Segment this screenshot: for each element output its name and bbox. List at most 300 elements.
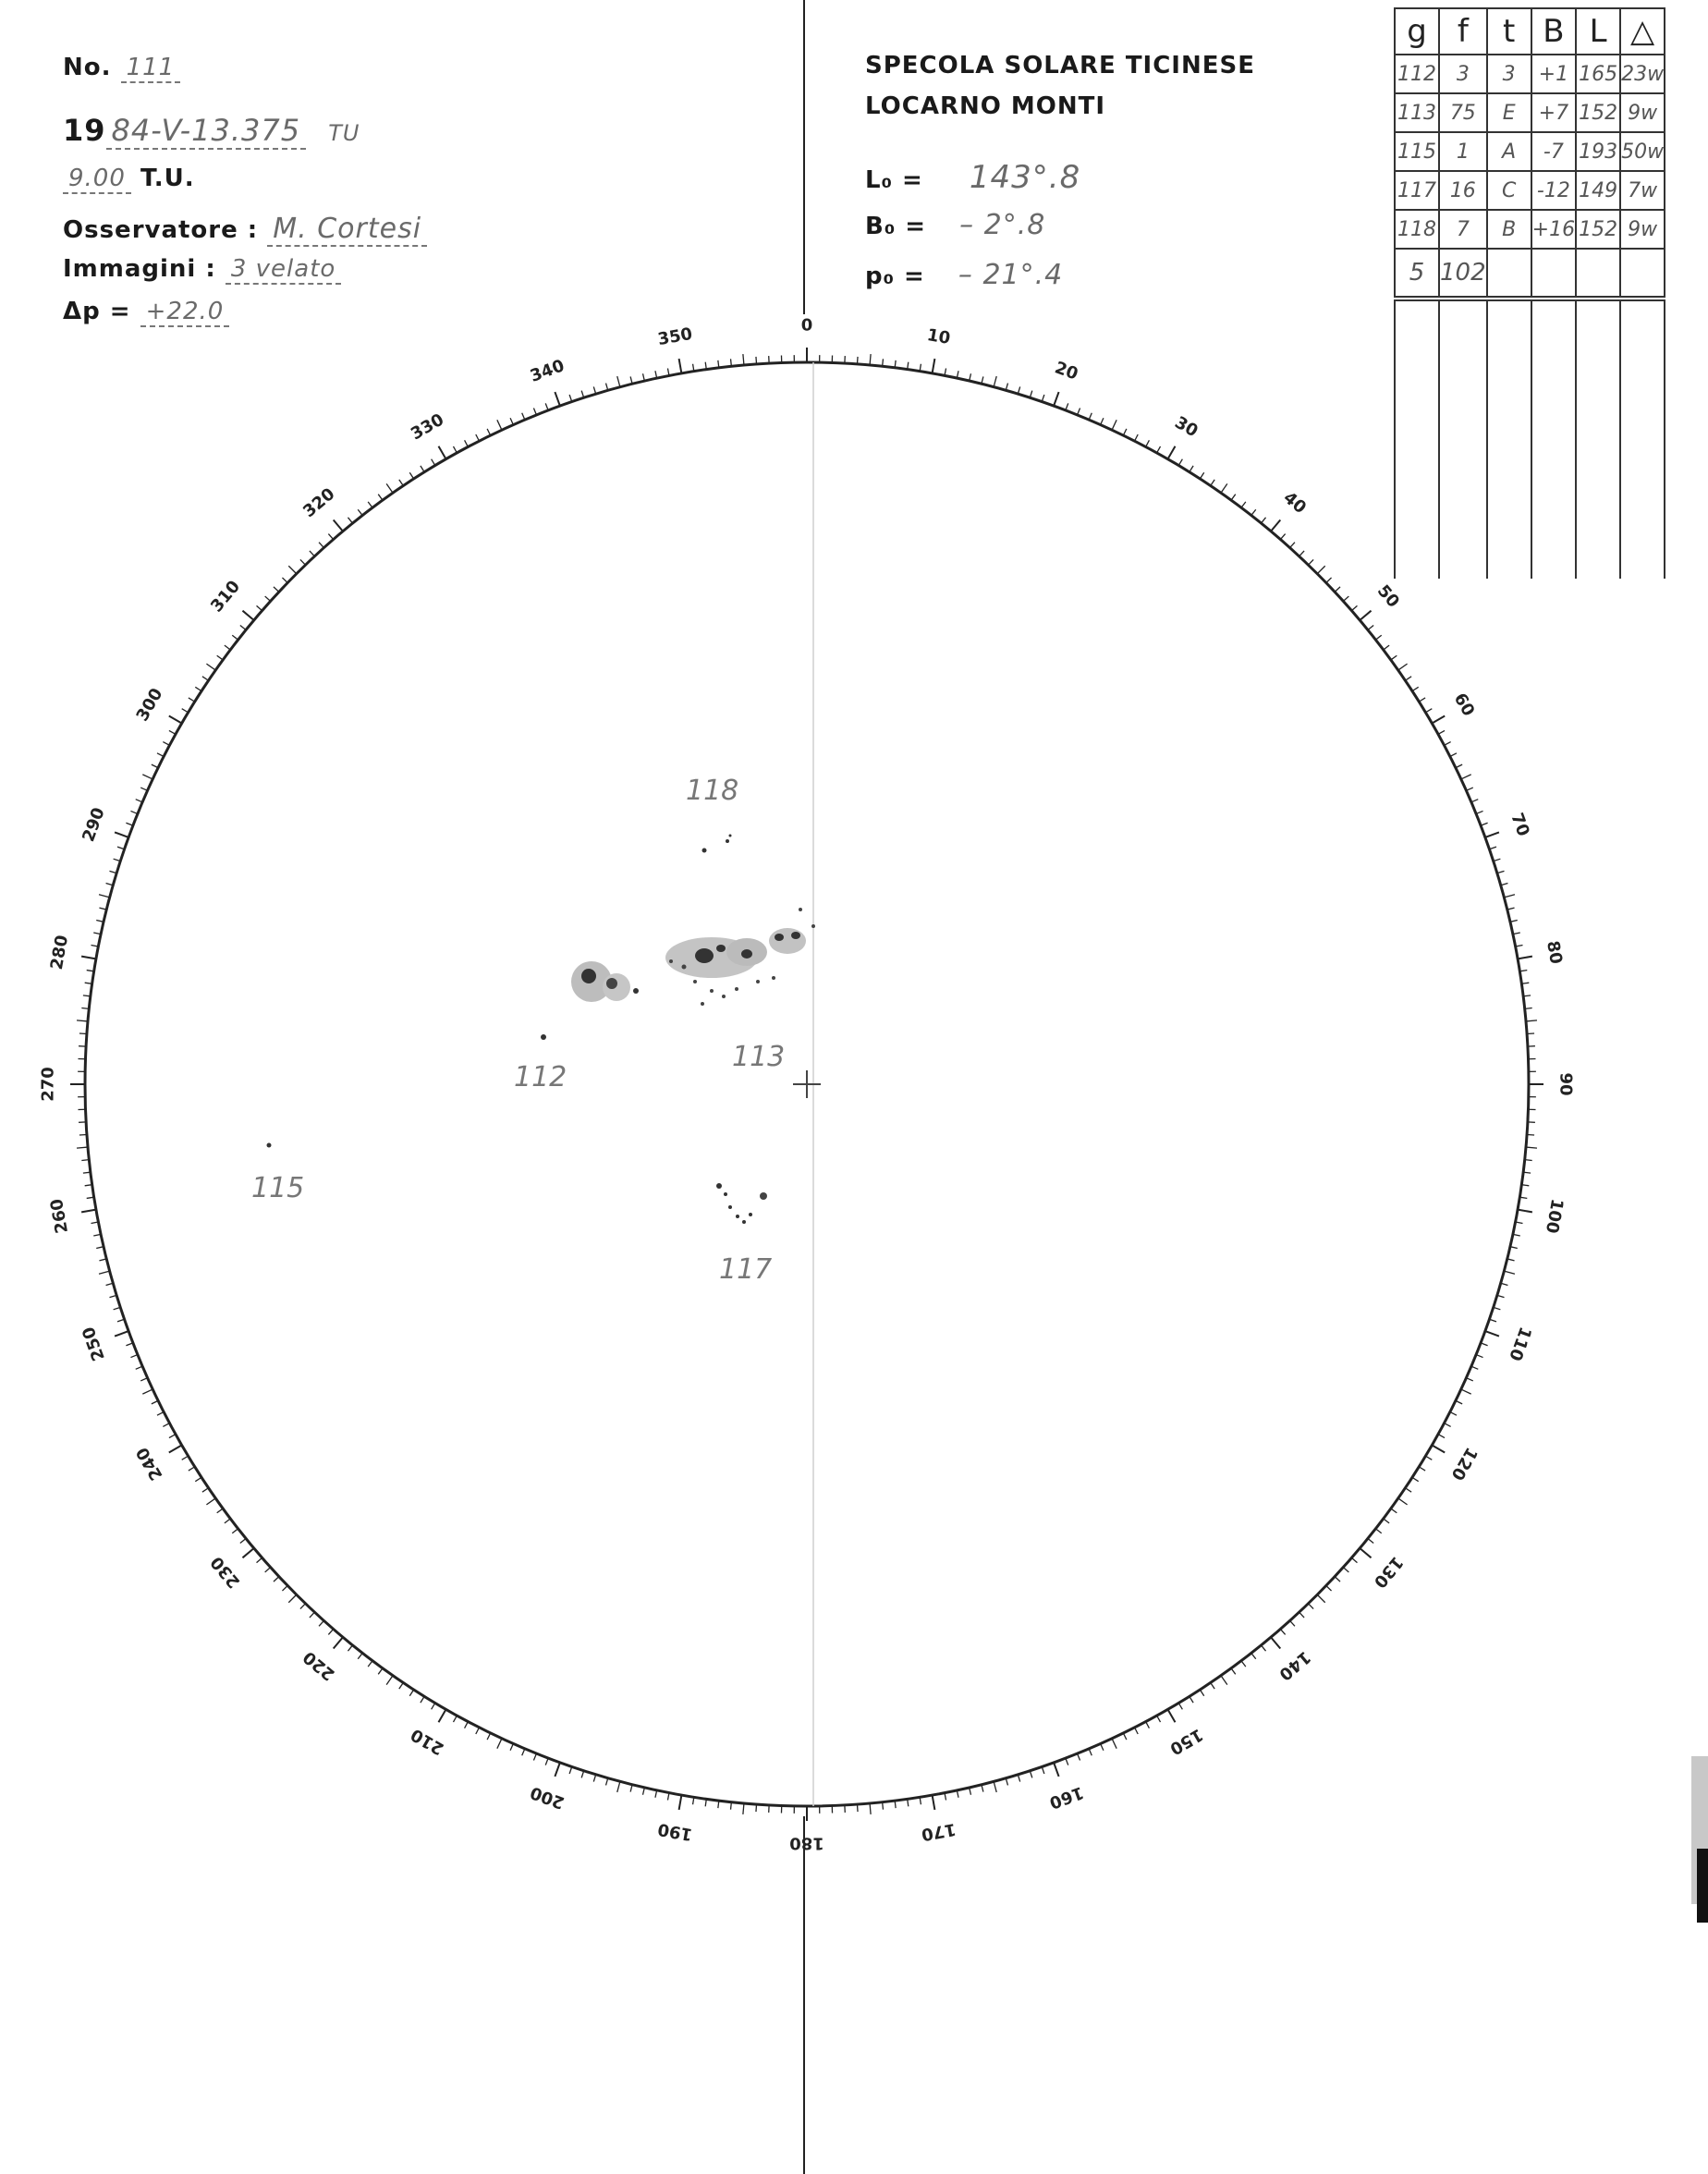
- scale-tick: [432, 459, 435, 466]
- scale-tick: [555, 392, 559, 406]
- col-b: B: [1531, 8, 1576, 55]
- scale-tick: [1525, 1160, 1532, 1161]
- cell: +1: [1531, 55, 1576, 93]
- scale-label: 150: [1165, 1724, 1207, 1759]
- solar-disk: [85, 362, 1529, 1806]
- scale-tick: [1309, 1604, 1314, 1609]
- scale-tick: [1178, 1703, 1182, 1709]
- cell: 23w: [1620, 55, 1665, 93]
- b0-value: – 2°.8: [959, 209, 1046, 241]
- cell: 113: [1395, 93, 1439, 132]
- scale-tick: [140, 1378, 147, 1381]
- scale-tick: [1527, 1033, 1534, 1034]
- scale-tick: [206, 1498, 215, 1505]
- scale-tick: [182, 1456, 189, 1460]
- cell: 50w: [1620, 132, 1665, 171]
- scale-label: 320: [299, 483, 339, 522]
- scale-tick: [1518, 1210, 1532, 1213]
- scale-tick: [533, 408, 536, 414]
- images-label: Immagini :: [63, 255, 216, 283]
- scale-tick: [487, 429, 491, 435]
- scale-tick: [319, 1620, 323, 1626]
- scale-tick: [169, 1446, 182, 1453]
- date-prefix: 19: [63, 113, 106, 148]
- spot: [724, 1192, 727, 1196]
- cell: -12: [1531, 171, 1576, 210]
- spot: [749, 1213, 752, 1216]
- scale-tick: [288, 1594, 296, 1602]
- scale-tick: [288, 566, 296, 573]
- scale-label: 10: [925, 324, 952, 348]
- sunspot-group-117: [716, 1183, 767, 1224]
- scale-tick: [378, 1668, 383, 1674]
- scale-tick: [1200, 1690, 1203, 1696]
- spot: [726, 839, 729, 843]
- scale-tick: [409, 1690, 413, 1696]
- scale-tick: [1309, 559, 1314, 565]
- scale-tick: [756, 357, 757, 364]
- scale-label: 70: [1507, 810, 1533, 839]
- scale-label: 350: [656, 324, 694, 350]
- scale-label: 290: [79, 804, 109, 845]
- scale-tick: [1527, 1134, 1534, 1135]
- scale-tick: [421, 466, 424, 472]
- scale-tick: [497, 1739, 502, 1749]
- scale-label: 80: [1543, 939, 1567, 966]
- scale-tick: [533, 1753, 536, 1760]
- scale-tick: [1360, 611, 1371, 620]
- scale-tick: [240, 625, 246, 629]
- scale-tick: [1368, 1538, 1373, 1543]
- scale-tick: [115, 1331, 128, 1336]
- scale-tick: [1398, 1498, 1408, 1505]
- dp-label: Δp =: [63, 298, 131, 325]
- cell: 9w: [1620, 210, 1665, 249]
- images-value: 3 velato: [226, 255, 341, 285]
- scale-tick: [1168, 446, 1176, 459]
- penumbra: [769, 928, 806, 954]
- scale-tick: [1391, 655, 1397, 660]
- cell: 115: [1395, 132, 1439, 171]
- scale-tick: [497, 420, 502, 430]
- scale-tick: [99, 1271, 110, 1274]
- total-spots: 102: [1439, 249, 1487, 299]
- scale-tick: [130, 811, 137, 813]
- scale-tick: [1481, 823, 1487, 825]
- scale-tick: [81, 1160, 89, 1161]
- scale-tick: [453, 446, 457, 453]
- scale-tick: [1471, 800, 1478, 802]
- scale-tick: [1335, 1577, 1340, 1582]
- scale-tick: [206, 664, 215, 670]
- group-label-118: 118: [686, 775, 739, 807]
- scale-tick: [476, 434, 480, 441]
- scale-tick: [319, 543, 323, 548]
- scale-tick: [242, 611, 253, 620]
- number-label-text: No.: [63, 54, 112, 81]
- scale-tick: [857, 1804, 858, 1812]
- scale-tick: [274, 587, 279, 592]
- spot: [669, 959, 673, 963]
- umbra: [716, 945, 726, 952]
- scale-tick: [169, 716, 182, 724]
- spot: [736, 1215, 739, 1218]
- cell: 193: [1576, 132, 1620, 171]
- scale-label: 190: [656, 1818, 694, 1845]
- time-value: 9.00: [63, 165, 131, 194]
- scale-tick: [328, 1629, 333, 1634]
- spot: [772, 976, 775, 980]
- cell: +7: [1531, 93, 1576, 132]
- scale-tick: [265, 596, 271, 601]
- scale-tick: [1078, 1753, 1080, 1760]
- date-suffix: TU: [328, 120, 360, 146]
- scan-edge-dark: [1697, 1849, 1708, 1923]
- scale-tick: [1231, 1668, 1236, 1674]
- scale-tick: [439, 446, 446, 459]
- scale-tick: [743, 354, 744, 365]
- scale-tick: [1419, 698, 1425, 702]
- umbra: [791, 932, 800, 939]
- scale-tick: [79, 1134, 87, 1135]
- spot: [693, 980, 697, 983]
- scale-label: 160: [1046, 1782, 1087, 1813]
- scale-tick: [1450, 753, 1457, 757]
- col-l: L: [1576, 8, 1620, 55]
- scale-tick: [1384, 1519, 1389, 1523]
- scale-tick: [225, 645, 230, 650]
- scale-tick: [126, 1343, 132, 1346]
- scale-label: 300: [132, 684, 167, 726]
- scale-tick: [487, 1733, 491, 1740]
- scale-tick: [1290, 543, 1295, 548]
- sunspot-group-113: [665, 908, 815, 1006]
- cell: B: [1487, 210, 1531, 249]
- scale-tick: [1251, 509, 1256, 515]
- col-g: g: [1395, 8, 1439, 55]
- scale-label: 100: [1541, 1197, 1568, 1235]
- col-delta: △: [1620, 8, 1665, 55]
- p0-label: p₀ =: [865, 263, 925, 290]
- l0-value: 143°.8: [969, 159, 1081, 196]
- scale-label: 130: [1369, 1552, 1408, 1592]
- scale-tick: [81, 957, 96, 959]
- spot: [811, 924, 815, 928]
- scale-tick: [731, 1802, 732, 1810]
- scale-tick: [731, 359, 732, 366]
- scale-tick: [140, 788, 147, 790]
- scale-tick: [679, 359, 682, 373]
- scale-tick: [1466, 1378, 1472, 1381]
- scale-label: 240: [132, 1443, 167, 1484]
- scale-tick: [334, 1637, 343, 1648]
- scale-tick: [1271, 519, 1280, 531]
- scale-tick: [1101, 1743, 1104, 1750]
- scale-tick: [1326, 578, 1332, 583]
- scale-tick: [1054, 392, 1058, 406]
- scale-tick: [1335, 587, 1340, 592]
- scale-tick: [265, 1568, 271, 1572]
- scale-tick: [1290, 1620, 1295, 1626]
- umbra: [741, 949, 752, 959]
- scale-tick: [136, 1366, 142, 1369]
- scale-tick: [1461, 1389, 1471, 1394]
- scale-tick: [1343, 596, 1348, 601]
- scale-tick: [195, 687, 201, 690]
- scale-tick: [1419, 1467, 1425, 1471]
- sunspot-group-118: [702, 835, 732, 853]
- cell: 152: [1576, 93, 1620, 132]
- scale-tick: [1476, 1355, 1482, 1358]
- scale-label: 30: [1171, 412, 1202, 442]
- scale-label: 260: [46, 1197, 73, 1235]
- scale-label: 170: [920, 1818, 958, 1845]
- col-f: f: [1439, 8, 1487, 55]
- scale-label: 120: [1446, 1443, 1482, 1484]
- scale-tick: [378, 495, 383, 500]
- scale-tick: [857, 357, 858, 364]
- scale-tick: [157, 1412, 164, 1416]
- spot: [735, 987, 738, 991]
- cell: 117: [1395, 171, 1439, 210]
- scale-tick: [1405, 1488, 1411, 1492]
- scale-tick: [169, 730, 176, 734]
- scale-tick: [142, 1389, 152, 1394]
- scale-tick: [1168, 1709, 1176, 1722]
- group-label-117: 117: [719, 1253, 773, 1286]
- scale-tick: [1456, 764, 1462, 768]
- scale-label: 0: [800, 315, 813, 336]
- scale-label: 220: [299, 1646, 339, 1685]
- scale-tick: [476, 1728, 480, 1734]
- scale-tick: [1432, 1446, 1445, 1453]
- scale-tick: [1485, 1331, 1499, 1336]
- scale-label: 60: [1449, 690, 1479, 720]
- number-value: 111: [121, 54, 181, 83]
- scale-label: 140: [1275, 1646, 1314, 1685]
- scale-tick: [465, 1722, 469, 1728]
- scale-tick: [274, 1577, 279, 1582]
- cell: 75: [1439, 93, 1487, 132]
- scale-tick: [743, 1803, 744, 1814]
- scale-tick: [432, 1703, 435, 1709]
- scale-tick: [1317, 1594, 1324, 1602]
- scale-tick: [232, 635, 238, 640]
- scale-tick: [1432, 716, 1445, 724]
- scale-tick: [1481, 1343, 1487, 1346]
- scale-tick: [1445, 742, 1451, 746]
- scale-tick: [195, 1477, 201, 1481]
- scale-tick: [334, 519, 343, 531]
- scale-tick: [883, 359, 884, 366]
- cell: 3: [1487, 55, 1531, 93]
- umbra: [581, 969, 596, 983]
- scale-tick: [1231, 495, 1236, 500]
- umbra: [606, 978, 617, 989]
- observer-value: M. Cortesi: [267, 213, 427, 247]
- scale-tick: [1078, 408, 1080, 414]
- scale-tick: [257, 605, 262, 610]
- scale-tick: [348, 518, 352, 523]
- scale-tick: [1178, 459, 1182, 466]
- scale-tick: [1360, 1548, 1371, 1557]
- scale-tick: [136, 800, 142, 802]
- scale-tick: [522, 1749, 525, 1755]
- cell: 149: [1576, 171, 1620, 210]
- scale-tick: [1525, 1008, 1532, 1009]
- cell: 7w: [1620, 171, 1665, 210]
- spot: [742, 1220, 746, 1224]
- scale-tick: [1445, 1423, 1451, 1427]
- scale-label: 310: [206, 577, 245, 617]
- scale-tick: [310, 551, 314, 556]
- scale-tick: [202, 677, 209, 680]
- scale-tick: [1425, 709, 1432, 713]
- scale-tick: [79, 1033, 87, 1034]
- scale-tick: [1054, 1763, 1058, 1777]
- scale-tick: [217, 1508, 223, 1513]
- scale-label: 200: [527, 1782, 567, 1813]
- scale-tick: [1351, 1557, 1357, 1562]
- scale-tick: [510, 418, 513, 424]
- scale-tick: [77, 1020, 88, 1021]
- scale-tick: [232, 1529, 238, 1533]
- scale-tick: [1211, 1682, 1214, 1689]
- scale-tick: [1261, 1645, 1265, 1651]
- scale-tick: [1518, 957, 1532, 959]
- scale-tick: [1066, 1758, 1068, 1765]
- scale-tick: [81, 1210, 96, 1213]
- cell: E: [1487, 93, 1531, 132]
- total-groups: 5: [1395, 249, 1439, 299]
- scale-tick: [225, 1519, 230, 1523]
- spot: [701, 1002, 704, 1006]
- scale-label: 90: [1556, 1072, 1576, 1096]
- scale-tick: [1089, 413, 1092, 420]
- scale-tick: [1280, 1629, 1285, 1634]
- scale-tick: [1261, 518, 1265, 523]
- scale-tick: [1438, 730, 1445, 734]
- scale-tick: [328, 534, 333, 540]
- scale-tick: [1251, 1653, 1256, 1658]
- scale-tick: [217, 655, 223, 660]
- spot: [541, 1034, 546, 1040]
- cell: A: [1487, 132, 1531, 171]
- dp-value: +22.0: [140, 298, 230, 327]
- scale-tick: [1504, 895, 1515, 898]
- scale-label: 230: [206, 1552, 245, 1592]
- scale-tick: [1123, 1733, 1127, 1740]
- scale-tick: [994, 1781, 996, 1792]
- spot: [702, 849, 707, 853]
- scale-tick: [81, 1008, 89, 1009]
- scale-tick: [1461, 775, 1471, 779]
- scale-tick: [1241, 502, 1246, 507]
- group-label-112: 112: [514, 1061, 567, 1093]
- p0-value: – 21°.4: [958, 259, 1064, 291]
- spot: [716, 1183, 722, 1189]
- scale-tick: [1471, 1366, 1478, 1369]
- cell: 16: [1439, 171, 1487, 210]
- scale-tick: [1190, 466, 1193, 472]
- scale-tick: [399, 480, 403, 486]
- scale-tick: [617, 376, 620, 387]
- scale-label: 110: [1505, 1324, 1535, 1364]
- scale-tick: [1450, 1412, 1457, 1416]
- scale-tick: [1526, 1020, 1537, 1021]
- scale-tick: [1456, 1400, 1462, 1404]
- scale-tick: [1112, 420, 1116, 430]
- scale-tick: [182, 709, 189, 713]
- scale-label: 280: [46, 934, 73, 971]
- scale-tick: [152, 1400, 158, 1404]
- scale-tick: [1317, 566, 1324, 573]
- spot: [710, 989, 714, 993]
- scale-tick: [310, 1612, 314, 1618]
- scale-tick: [240, 1538, 246, 1543]
- penumbra: [603, 973, 630, 1001]
- spot: [633, 988, 639, 994]
- scale-tick: [115, 832, 128, 837]
- scale-tick: [1211, 480, 1214, 486]
- scale-label: 250: [79, 1324, 109, 1364]
- scale-tick: [1280, 534, 1285, 540]
- scale-tick: [1101, 418, 1104, 424]
- cell: 152: [1576, 210, 1620, 249]
- scale-tick: [439, 1709, 446, 1722]
- scale-tick: [510, 1743, 513, 1750]
- scale-tick: [679, 1795, 682, 1810]
- scale-tick: [1112, 1739, 1116, 1749]
- scale-label: 270: [38, 1067, 58, 1102]
- cell: 165: [1576, 55, 1620, 93]
- scale-tick: [409, 472, 413, 479]
- scale-tick: [994, 376, 996, 387]
- scale-tick: [152, 764, 158, 768]
- scale-label: 210: [407, 1724, 448, 1759]
- scale-tick: [1221, 483, 1227, 493]
- scale-tick: [1425, 1456, 1432, 1460]
- scale-tick: [1157, 446, 1161, 453]
- spot: [760, 1192, 767, 1200]
- scale-label: 20: [1052, 358, 1081, 385]
- scale-tick: [189, 698, 195, 702]
- spot: [756, 980, 760, 983]
- col-t: t: [1487, 8, 1531, 55]
- scale-tick: [1221, 1676, 1227, 1685]
- scale-tick: [555, 1763, 559, 1777]
- scale-tick: [1135, 434, 1139, 441]
- sunspot-group-115: [267, 1143, 272, 1148]
- cell: 1: [1439, 132, 1487, 171]
- spot: [728, 1205, 732, 1209]
- spot: [722, 995, 726, 998]
- umbra: [775, 934, 784, 941]
- scale-tick: [883, 1802, 884, 1810]
- scale-tick: [142, 775, 152, 779]
- scale-tick: [933, 1795, 935, 1810]
- scale-tick: [169, 1435, 176, 1438]
- scale-tick: [465, 440, 469, 446]
- scale-tick: [77, 1147, 88, 1148]
- scale-tick: [1485, 832, 1499, 837]
- scale-tick: [368, 502, 372, 507]
- scale-tick: [1146, 1722, 1150, 1728]
- group-label-115: 115: [251, 1172, 305, 1204]
- scale-tick: [358, 1653, 362, 1658]
- scale-tick: [300, 1604, 306, 1609]
- scale-tick: [242, 1548, 253, 1557]
